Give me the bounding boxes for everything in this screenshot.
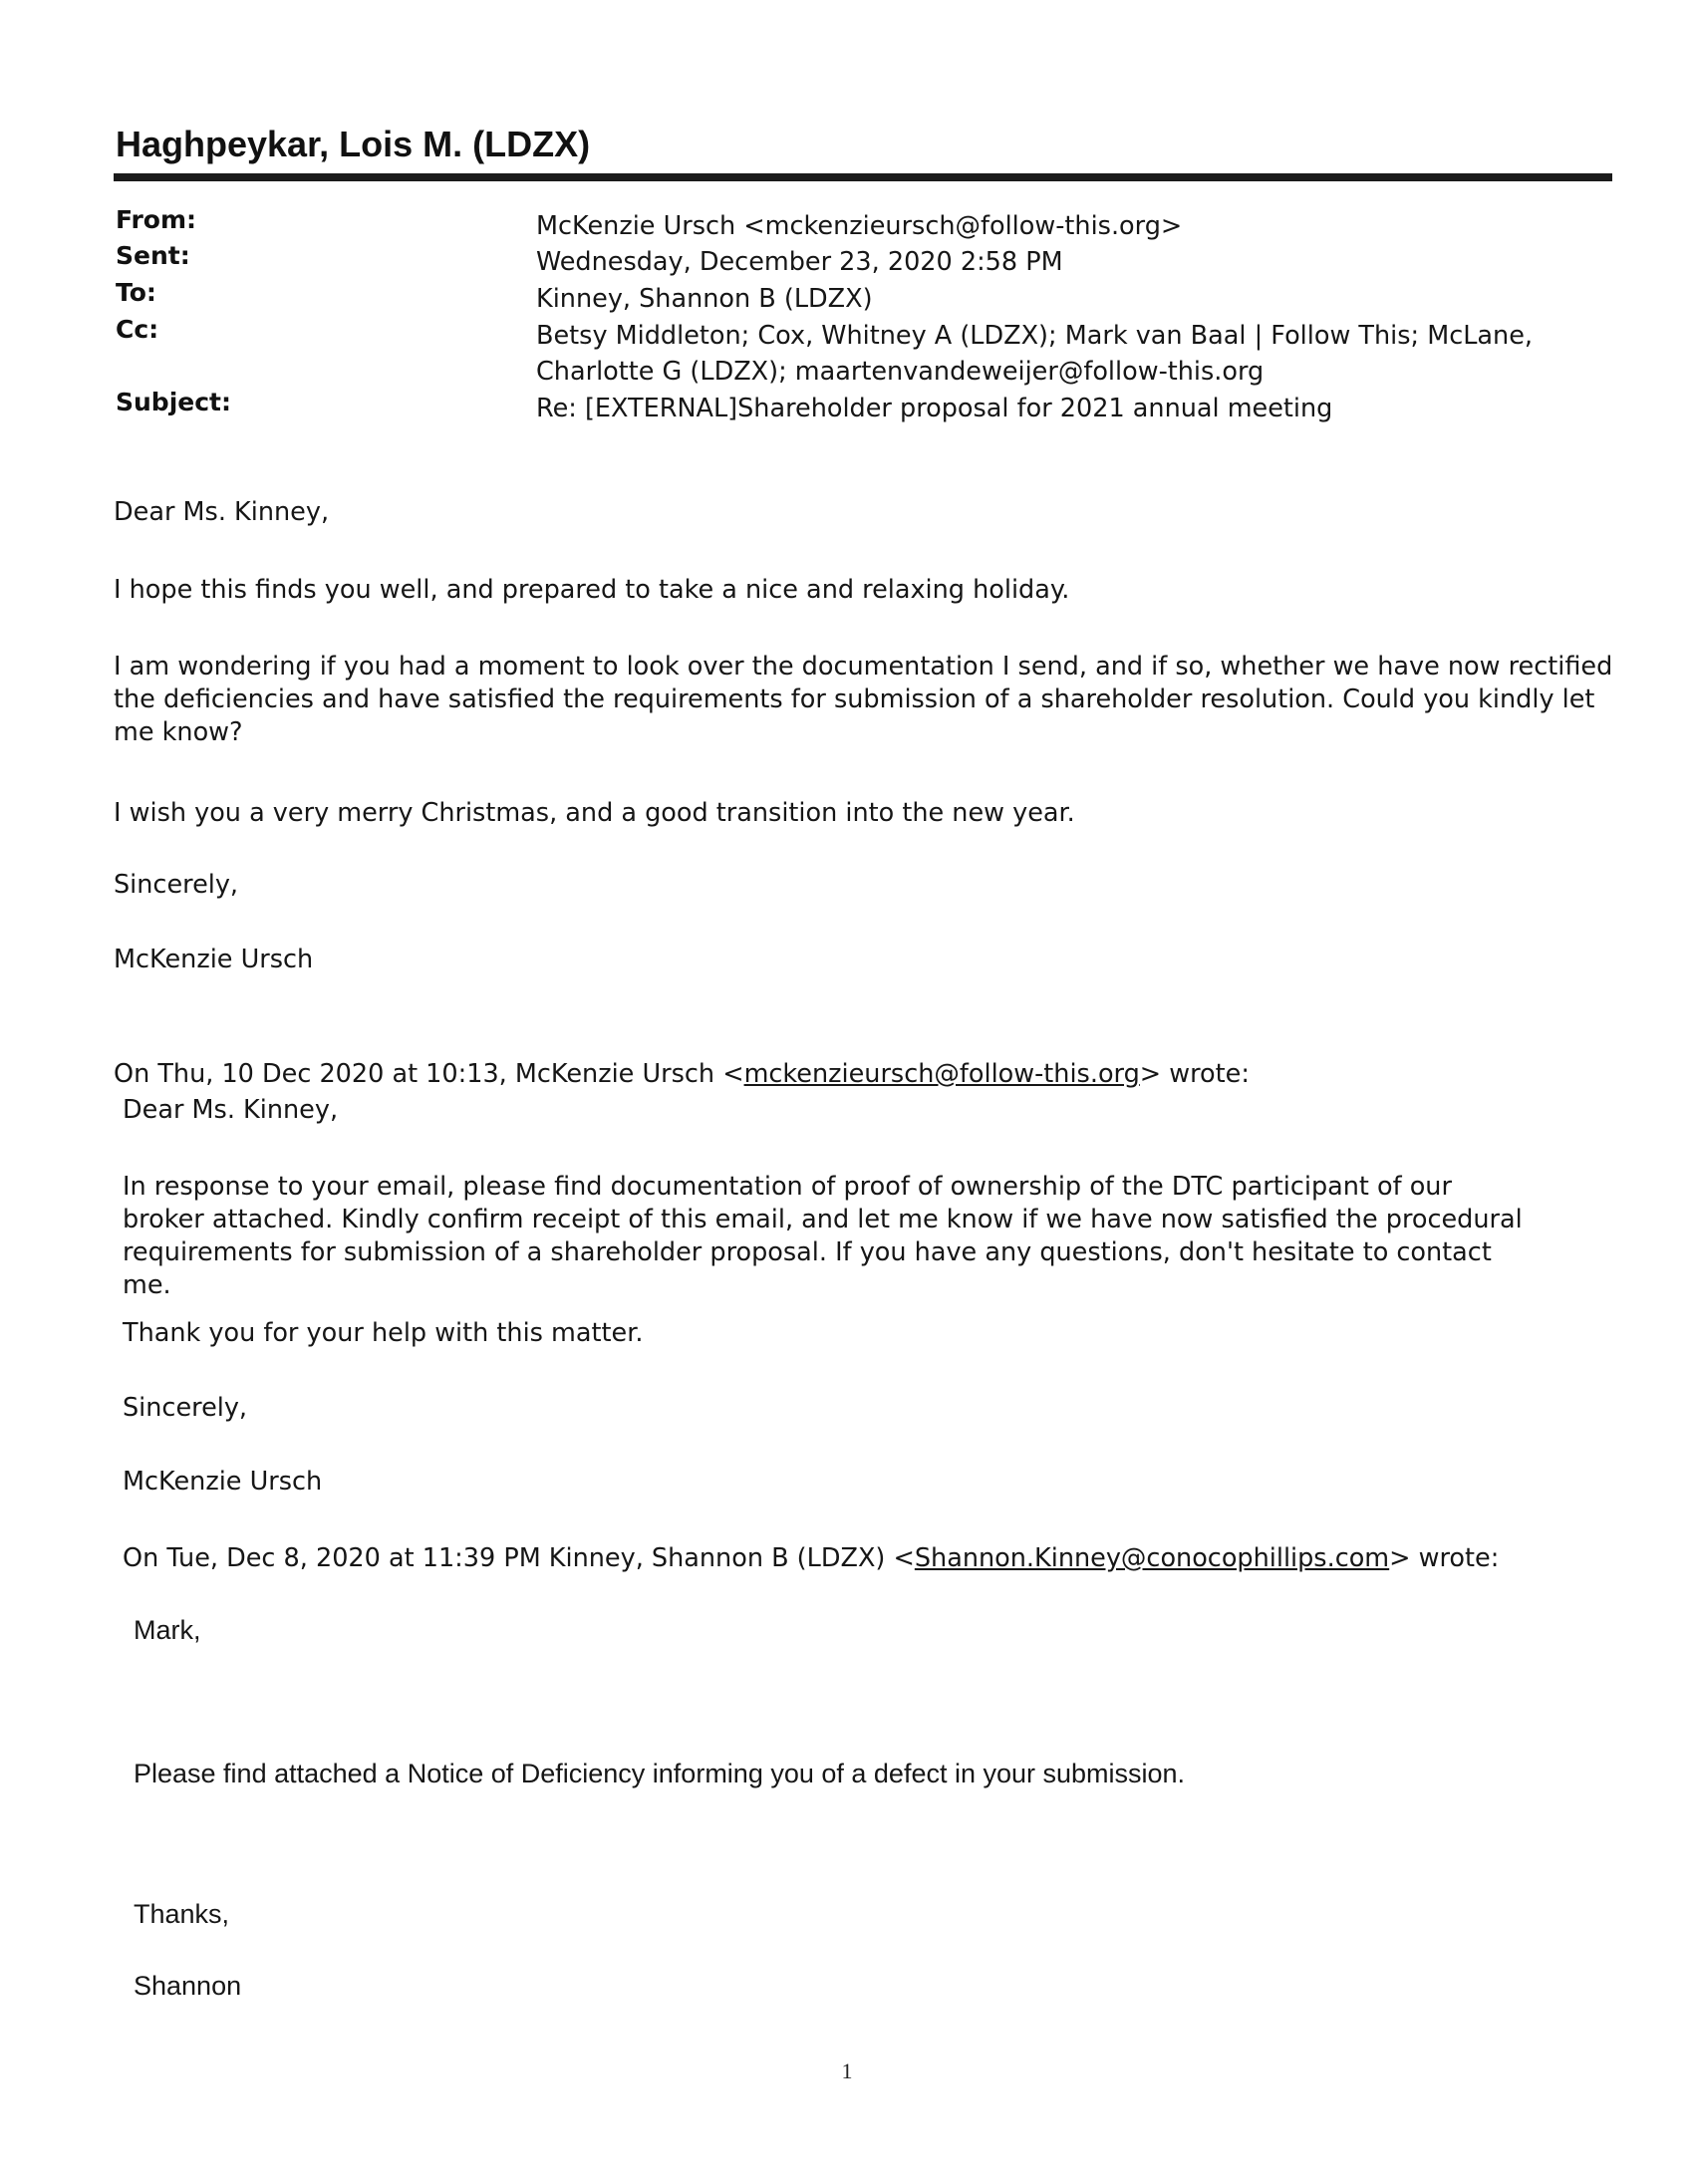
from-value: McKenzie Ursch <mckenzieursch@follow-this.org> <box>536 211 1183 241</box>
cc-value: Betsy Middleton; Cox, Whitney A (LDZX); Mark van Baal | Follow This; McLane, Charlotte G (LDZX); maartenvandeweijer@follow-this.org <box>536 321 1534 387</box>
email-link-mckenzie[interactable]: mckenzieursch@follow-this.org <box>743 1059 1140 1089</box>
quote-intro-1-prefix: On Thu, 10 Dec 2020 at 10:13, McKenzie Ursch < <box>114 1059 744 1089</box>
quote-intro-1-suffix: > wrote: <box>1139 1059 1250 1089</box>
quote-intro-2-suffix: > wrote: <box>1389 1543 1500 1573</box>
quote-intro-2 <box>123 1542 1557 1575</box>
quote-2-closing: Thanks, <box>134 1899 230 1929</box>
cc-label: Cc: <box>116 315 159 344</box>
quote-2-paragraph-1: Please find attached a Notice of Deficiency informing you of a defect in your submission. <box>134 1759 1186 1788</box>
closing: Sincerely, <box>114 870 239 900</box>
email-link-shannon[interactable]: Shannon.Kinney@conocophillips.com <box>914 1543 1390 1573</box>
quote-1-closing: Sincerely, <box>123 1393 248 1423</box>
quote-1-greeting: Dear Ms. Kinney, <box>123 1095 339 1125</box>
to-label: To: <box>116 278 156 307</box>
body-paragraph-3: I wish you a very merry Christmas, and a good transition into the new year. <box>114 798 1075 828</box>
body-paragraph-2: I am wondering if you had a moment to look over the documentation I send, and if so, whether we have now rectified the deficiencies and have satisfied the requirements for submission of a shareholder resolution. Could you kindly let me know? <box>114 652 1613 747</box>
quote-2-signature: Shannon <box>134 1971 242 2001</box>
body-paragraph-1: I hope this finds you well, and prepared to take a nice and relaxing holiday. <box>114 575 1070 605</box>
sent-label: Sent: <box>116 241 190 270</box>
from-label: From: <box>116 205 197 234</box>
mailbox-owner: Haghpeykar, Lois M. (LDZX) <box>116 124 591 164</box>
greeting: Dear Ms. Kinney, <box>114 497 330 527</box>
quote-intro-1 <box>114 1058 1628 1091</box>
header-rule <box>114 173 1612 181</box>
to-value: Kinney, Shannon B (LDZX) <box>536 284 873 314</box>
subject-value: Re: [EXTERNAL]Shareholder proposal for 2021 annual meeting <box>536 394 1333 423</box>
quote-intro-2-prefix: On Tue, Dec 8, 2020 at 11:39 PM Kinney, Shannon B (LDZX) < <box>123 1543 915 1573</box>
quote-2-greeting: Mark, <box>134 1615 201 1645</box>
quote-1-paragraph-1: In response to your email, please find documentation of proof of ownership of the DTC participant of our broker attached. Kindly confirm receipt of this email, and let me know if we have now satisfied the procedural requirements for submission of a shareholder proposal. If you have any questions, don't hesitate to contact me. <box>123 1172 1523 1300</box>
quote-1-signature: McKenzie Ursch <box>123 1467 323 1497</box>
quote-1-paragraph-2: Thank you for your help with this matter. <box>123 1318 644 1348</box>
subject-label: Subject: <box>116 388 231 416</box>
signature: McKenzie Ursch <box>114 945 314 974</box>
sent-value: Wednesday, December 23, 2020 2:58 PM <box>536 247 1063 277</box>
page-number: 1 <box>841 2058 853 2083</box>
